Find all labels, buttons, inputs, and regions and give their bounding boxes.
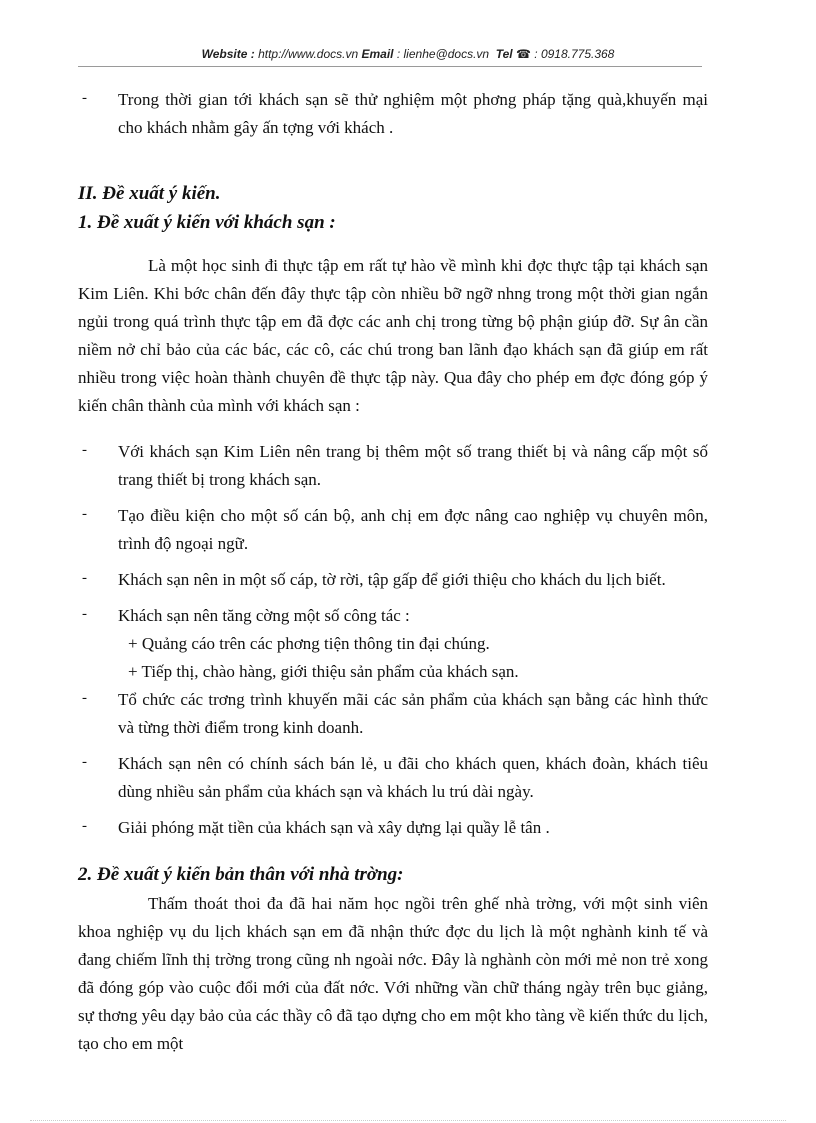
subsection-title-1: 1. Đề xuất ý kiến với khách sạn :: [78, 212, 336, 233]
list-item-text: Tổ chức các trơng trình khuyến mãi các sản phẩm của khách sạn bằng các hình thức và từng thời điểm trong kinh doanh.: [118, 690, 708, 737]
email-value: : lienhe@docs.vn: [396, 47, 490, 61]
bullet-marker: -: [82, 690, 87, 706]
bullet-marker: -: [82, 606, 87, 622]
footer-divider: [30, 1120, 786, 1121]
list-item: [78, 502, 708, 558]
list-item: [78, 602, 708, 630]
sub-list-item: + Tiếp thị, chào hàng, giới thiệu sản phẩm của khách sạn.: [128, 662, 519, 681]
tel-value: ☎ : 0918.775.368: [516, 47, 615, 61]
bullet-marker: -: [82, 442, 87, 458]
bullet-marker: -: [82, 818, 87, 834]
list-item: [78, 814, 708, 842]
bullet-marker: -: [82, 506, 87, 522]
document-body: [78, 86, 708, 1058]
list-item-text: Giải phóng mặt tiền của khách sạn và xây dựng lại quầy lễ tân .: [118, 818, 550, 837]
list-item-text: Với khách sạn Kim Liên nên trang bị thêm một số trang thiết bị và nâng cấp một số trang thiết bị trong khách sạn.: [118, 442, 708, 489]
bullet-marker: -: [82, 754, 87, 770]
list-item: [78, 686, 708, 742]
list-item-intro: [78, 86, 708, 142]
subsection-title-2: 2. Đề xuất ý kiến bản thân với nhà trờng:: [78, 864, 404, 885]
list-item-text: Khách sạn nên có chính sách bán lẻ, u đãi cho khách quen, khách đoàn, khách tiêu dùng nhiều sản phẩm của khách sạn và khách lu trú dài ngày.: [118, 754, 708, 801]
list-item-text: Khách sạn nên in một số cáp, tờ rời, tập gấp để giới thiệu cho khách du lịch biết.: [118, 570, 666, 589]
tel-label: Tel: [495, 47, 513, 61]
list-item: [78, 566, 708, 594]
website-value: http://www.docs.vn: [258, 47, 359, 61]
list-item: [78, 438, 708, 494]
section-title: II. Đề xuất ý kiến.: [78, 183, 221, 204]
list-item: [78, 750, 708, 806]
bullet-marker: -: [82, 570, 87, 586]
bullet-marker: -: [82, 90, 87, 106]
header-divider: [78, 66, 702, 67]
page-header: [0, 47, 816, 61]
email-label: Email: [361, 47, 394, 61]
sub-list-item: + Quảng cáo trên các phơng tiện thông tin đại chúng.: [128, 634, 490, 653]
list-item-text: Trong thời gian tới khách sạn sẽ thử nghiệm một phơng pháp tặng quà,khuyến mại cho khách nhằm gây ấn tợng với khách .: [118, 90, 708, 137]
website-label: Website :: [201, 47, 255, 61]
list-item-text: Tạo điều kiện cho một số cán bộ, anh chị em đợc nâng cao nghiệp vụ chuyên môn, trình độ ngoại ngữ.: [118, 506, 708, 553]
paragraph-2: Thấm thoát thoi đa đã hai năm học ngồi trên ghế nhà trờng, với một sinh viên khoa nghiệp vụ du lịch khách sạn em đã nhận thức đợc du lịch là một nghành kinh tế và đang chiếm lĩnh thị trờng trong cũng nh ngoài nớc. Đây là nghành còn mới mẻ non trẻ xong đã đóng góp vào cuộc đổi mới của đất nớc. Với những vần chữ tháng ngày trên bục giảng, sự thơng yêu dạy bảo của các thầy cô đã tạo dựng cho em một kho tàng về kiến thức du lịch, tạo cho em một: [78, 894, 708, 1053]
paragraph-1: Là một học sinh đi thực tập em rất tự hào về mình khi đợc thực tập tại khách sạn Kim Liên. Khi bớc chân đến đây thực tập còn nhiều bỡ ngỡ nhng trong một thời gian ngắn ngủi trong quá trình thực tập em đã đợc các anh chị trong từng bộ phận giúp đỡ. Sự ân cần niềm nở chỉ bảo của các bác, các cô, các chú trong ban lãnh đạo khách sạn đã giúp em rất nhiều trong việc hoàn thành chuyên đề thực tập này. Qua đây cho phép em đợc đóng góp ý kiến chân thành của mình với khách sạn :: [78, 256, 708, 415]
list-item-text: Khách sạn nên tăng cờng một số công tác :: [118, 606, 410, 625]
